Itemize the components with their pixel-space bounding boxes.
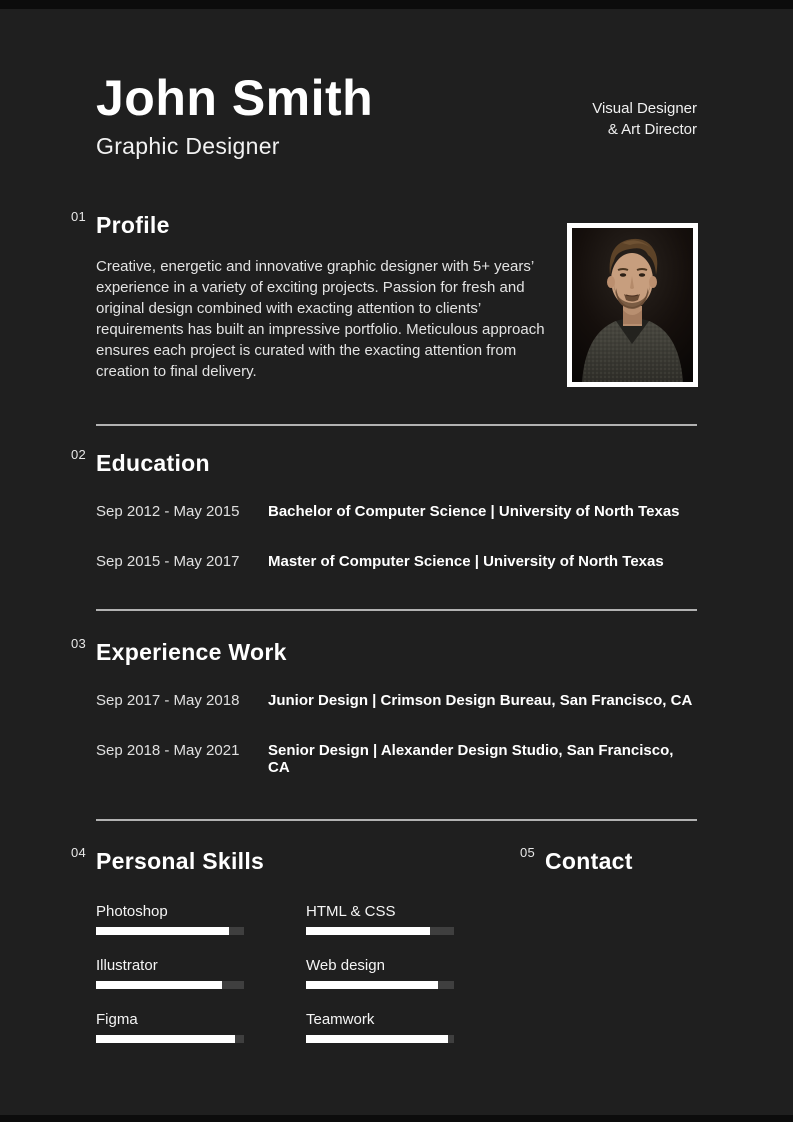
contact-title: Contact [545, 848, 633, 874]
experience-section-number: 03 [71, 636, 87, 651]
skill-bar-track [306, 927, 454, 935]
skill-bar-track [306, 1035, 454, 1043]
skill-bar-fill [306, 981, 438, 989]
skill-bar-fill [96, 1035, 235, 1043]
experience-description: Junior Design | Crimson Design Bureau, San Francisco, CA [268, 692, 693, 709]
portrait-illustration [572, 228, 693, 382]
tagline-line-1: Visual Designer [592, 100, 697, 117]
experience-dates: Sep 2017 - May 2018 [96, 692, 240, 709]
experience-title: Experience Work [96, 639, 287, 665]
contact-section-number: 05 [520, 845, 536, 860]
skill-item [306, 1011, 454, 1043]
person-name: John Smith [96, 70, 374, 126]
section-divider [96, 819, 697, 821]
experience-row [96, 742, 697, 776]
education-description: Master of Computer Science | University of North Texas [268, 553, 664, 570]
experience-heading [71, 636, 697, 666]
education-row [96, 503, 697, 520]
skills-section-number: 04 [71, 845, 87, 860]
section-divider [96, 609, 697, 611]
education-dates: Sep 2012 - May 2015 [96, 503, 240, 520]
skill-item [96, 957, 244, 989]
skill-bar-fill [96, 981, 222, 989]
skill-item [306, 957, 454, 989]
skill-bar-track [96, 927, 244, 935]
skill-item [96, 1011, 244, 1043]
education-description: Bachelor of Computer Science | University of North Texas [268, 503, 680, 520]
contact-heading [520, 845, 633, 875]
section-experience [71, 636, 697, 776]
skill-label: Web design [306, 957, 385, 974]
skills-grid [96, 903, 456, 1043]
experience-row [96, 692, 697, 709]
portrait-photo [567, 223, 698, 387]
education-row [96, 553, 697, 570]
skill-bar-track [96, 981, 244, 989]
person-role: Graphic Designer [96, 133, 280, 159]
profile-section-number: 01 [71, 209, 87, 224]
skills-title: Personal Skills [96, 848, 265, 874]
section-profile [71, 209, 697, 382]
header [96, 0, 697, 160]
education-heading [71, 447, 697, 477]
skill-label: Illustrator [96, 957, 158, 974]
section-contact [520, 845, 633, 910]
section-education [71, 447, 697, 570]
skill-label: Figma [96, 1011, 138, 1028]
skill-bar-fill [306, 927, 430, 935]
skill-label: Teamwork [306, 1011, 375, 1028]
education-section-number: 02 [71, 447, 87, 462]
page-bottom-border [0, 1115, 793, 1122]
education-dates: Sep 2015 - May 2017 [96, 553, 240, 570]
skill-bar-fill [96, 927, 229, 935]
skill-bar-fill [306, 1035, 448, 1043]
bottom-area [71, 845, 697, 1068]
skill-bar-track [96, 1035, 244, 1043]
section-divider [96, 424, 697, 426]
experience-description: Senior Design | Alexander Design Studio, San Francisco, CA [268, 742, 674, 776]
skill-bar-track [306, 981, 454, 989]
skill-item [96, 903, 244, 935]
skill-label: Photoshop [96, 903, 168, 920]
profile-title: Profile [96, 212, 170, 238]
profile-paragraph: Creative, energetic and innovative graphic designer with 5+ years’ experience in a variety of exciting projects. Passion for fresh and original design combined with exacting attention to clients’ requirements has built an impressive portfolio. Meticulous approach ensures each project is curated with the exacting attention from creation to final delivery. [96, 258, 545, 380]
experience-dates: Sep 2018 - May 2021 [96, 742, 240, 759]
skill-item [306, 903, 454, 935]
education-title: Education [96, 450, 210, 476]
tagline [592, 98, 697, 140]
skill-label: HTML & CSS [306, 903, 396, 920]
tagline-line-2: & Art Director [607, 121, 697, 138]
